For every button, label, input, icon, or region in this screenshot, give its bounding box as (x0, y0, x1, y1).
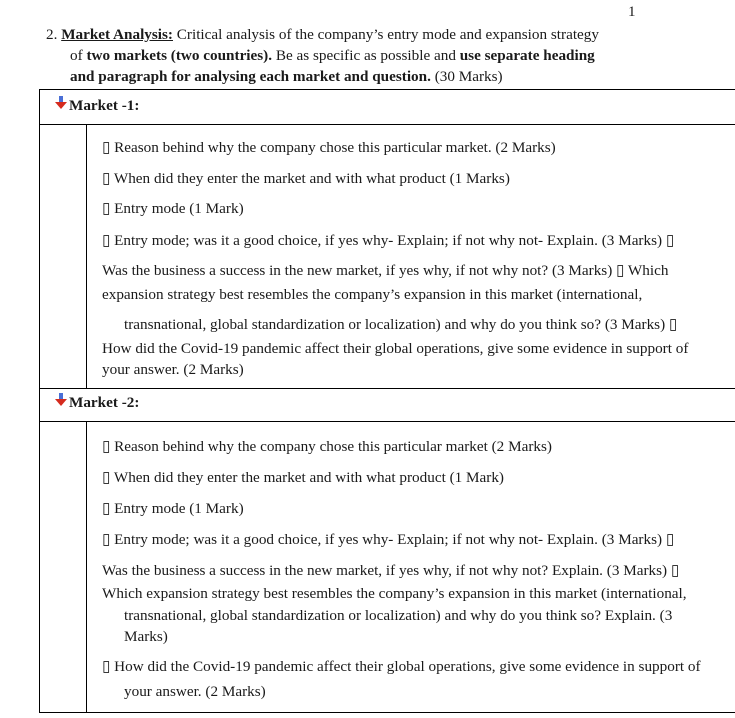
market-1-line: ▯ When did they enter the market and with what product (1 Marks) (102, 170, 510, 187)
market-1-line: ▯ Entry mode; was it a good choice, if yes why- Explain; if not why not- Explain. (3 Marks) ▯ (102, 232, 675, 249)
market-2-line: ▯ How did the Covid-19 pandemic affect their global operations, give some evidence in support of (102, 658, 701, 675)
intro-line-2 (46, 45, 686, 66)
market-2-line: ▯ Reason behind why the company chose this particular market (2 Marks) (102, 438, 552, 455)
market-1-line: ▯ Reason behind why the company chose this particular market. (2 Marks) (102, 139, 556, 156)
intro-line-3 (46, 66, 686, 87)
market-1-line: Was the business a success in the new market, if yes why, if not why not? (3 Marks) ▯ Which (102, 262, 669, 279)
market-2-line: transnational, global standardization or localization) and why do you think so? Explain. (3 (124, 607, 673, 624)
market-1-body (40, 125, 735, 388)
indent-rule (86, 422, 87, 712)
market-2-line: ▯ Entry mode; was it a good choice, if yes why- Explain; if not why not- Explain. (3 Marks) ▯ (102, 531, 675, 548)
market-2-line: ▯ When did they enter the market and with what product (1 Mark) (102, 469, 504, 486)
market-2-line: Which expansion strategy best resembles the company’s expansion in this market (international, (102, 585, 687, 602)
market-1-line: transnational, global standardization or localization) and why do you think so? (3 Marks) ▯ (124, 316, 678, 333)
market-1-line: your answer. (2 Marks) (102, 361, 244, 378)
market-2-line: your answer. (2 Marks) (124, 683, 266, 700)
intro-text: of (70, 47, 87, 64)
intro-text: Critical analysis of the company’s entry mode and expansion strategy (176, 26, 599, 43)
down-arrow-icon (54, 96, 68, 115)
section-heading: Market Analysis: (61, 26, 173, 43)
market-2-line: Was the business a success in the new market, if yes why, if not why not? Explain. (3 Marks) ▯ (102, 562, 680, 579)
intro-line-1 (46, 24, 686, 45)
market-1-line: expansion strategy best resembles the company’s expansion in this market (international, (102, 286, 643, 303)
market-2-line: ▯ Entry mode (1 Mark) (102, 500, 244, 517)
question-number: 2. (46, 26, 58, 43)
intro-text: Be as specific as possible and (272, 47, 460, 64)
indent-rule (86, 125, 87, 388)
market-1-line: ▯ Entry mode (1 Mark) (102, 200, 244, 217)
market-1-title: Market -1: (69, 97, 140, 114)
intro-marks: (30 Marks) (430, 68, 503, 85)
question-intro (46, 24, 686, 87)
market-2-section (39, 387, 735, 713)
market-2-line: Marks) (124, 628, 168, 645)
intro-emphasis: two markets (two countries). (86, 47, 273, 64)
intro-emphasis: use separate heading (459, 47, 595, 64)
market-2-header (40, 387, 735, 422)
market-1-header (40, 90, 735, 125)
down-arrow-icon (54, 393, 68, 412)
market-1-section (39, 89, 735, 389)
market-2-title: Market -2: (69, 394, 140, 411)
market-2-body (40, 422, 735, 712)
page-number: 1 (628, 4, 636, 20)
intro-emphasis: and paragraph for analysing each market and question. (70, 68, 431, 85)
market-1-line: How did the Covid-19 pandemic affect their global operations, give some evidence in support of (102, 340, 689, 357)
